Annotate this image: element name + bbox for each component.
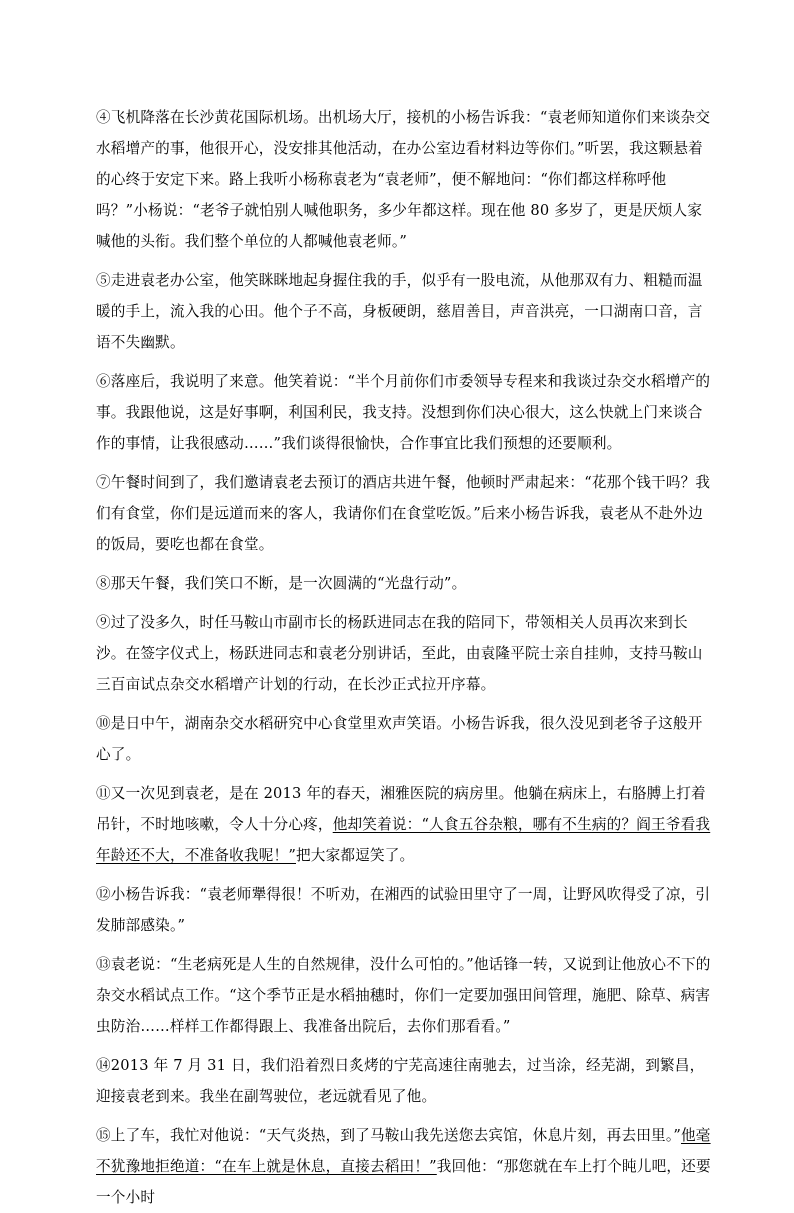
paragraph-13 [96,949,712,1042]
paragraph-text: ⑫小杨告诉我：“袁老师犟得很！不听劝，在湘西的试验田里守了一周，让野风吹得受了凉，引发肺部感染。” [96,886,711,934]
paragraph-4 [96,102,712,257]
paragraph-text: ⑧那天午餐，我们笑口不断，是一次圆满的“光盘行动”。 [96,575,467,592]
paragraph-11 [96,778,712,871]
paragraph-15 [96,1120,712,1213]
paragraph-text: ⑨过了没多久，时任马鞍山市副市长的杨跃进同志在我的陪同下，带领相关人员再次来到长沙。在签字仪式上，杨跃进同志和袁老分别讲话，至此，由袁隆平院士亲自挂帅，支持马鞍山三百亩试点杂交水稻增产计划的行动，在长沙正式拉开序幕。 [96,614,703,693]
paragraph-8 [96,568,712,599]
paragraph-text: ⑥落座后，我说明了来意。他笑着说：“半个月前你们市委领导专程来和我谈过杂交水稻增产的事。我跟他说，这是好事啊，利国利民，我支持。没想到你们决心很大，这么快就上门来谈合作的事情，让我很感动……”我们谈得很愉快，合作事宜比我们预想的还要顺利。 [96,373,711,452]
paragraph-14 [96,1050,712,1112]
underlined-sentence: 他毫不犹豫地拒绝道：“在车上就是休息，直接去稻田！” [96,1127,711,1175]
paragraph-text: ⑩是日中午，湖南杂交水稻研究中心食堂里欢声笑语。小杨告诉我，很久没见到老爷子这般开心了。 [96,715,703,763]
paragraph-text: ⑭2013 年 7 月 31 日，我们沿着烈日炙烤的宁芜高速往南驰去，过当涂，经芜湖，到繁昌，迎接袁老到来。我坐在副驾驶位，老远就看见了他。 [96,1057,705,1105]
paragraph-text: ⑮上了车，我忙对他说：“天气炎热，到了马鞍山我先送您去宾馆，休息片刻，再去田里。” [96,1127,681,1144]
paragraph-text: ⑬袁老说：“生老病死是人生的自然规律，没什么可怕的。”他话锋一转，又说到让他放心不下的杂交水稻试点工作。“这个季节正是水稻抽穗时，你们一定要加强田间管理，施肥、除草、病害虫防治……样样工作都得跟上、我准备出院后，去你们那看看。” [96,956,711,1035]
paragraph-text: ④飞机降落在长沙黄花国际机场。出机场大厅，接机的小杨告诉我：“袁老师知道你们来谈杂交水稻增产的事，他很开心，没安排其他活动，在办公室边看材料边等你们。”听罢，我这颗悬着的心终于安定下来。路上我听小杨称袁老为“袁老师”，便不解地问：“你们都这样称呼他吗？”小杨说：“老爷子就怕别人喊他职务，多少年都这样。现在他 80 多岁了，更是厌烦人家喊他的头衔。我们整个单位的人都喊他袁老师。” [96,109,711,250]
paragraph-5 [96,265,712,358]
paragraph-text: ⑪又一次见到袁老，是在 2013 年的春天，湘雅医院的病房里。他躺在病床上，右胳膊上打着吊针，不时地咳嗽，令人十分心疼， [96,785,706,833]
paragraph-text: 我回他：“那您就在车上打个盹儿吧，还要一个小时 [96,1158,711,1206]
paragraph-10 [96,708,712,770]
paragraph-text: 把大家都逗笑了。 [295,847,415,864]
paragraph-text: ⑤走进袁老办公室，他笑眯眯地起身握住我的手，似乎有一股电流，从他那双有力、粗糙而温暖的手上，流入我的心田。他个子不高，身板硬朗，慈眉善目，声音洪亮，一口湖南口音，言语不失幽默。 [96,272,703,351]
paragraph-9 [96,607,712,700]
paragraph-7 [96,467,712,560]
underlined-sentence: 他却笑着说：“人食五谷杂粮，哪有不生病的？阎王爷看我年龄还不大，不准备收我呢！” [96,816,711,864]
paragraph-12 [96,879,712,941]
paragraph-text: ⑦午餐时间到了，我们邀请袁老去预订的酒店共进午餐，他顿时严肃起来：“花那个钱干吗？我们有食堂，你们是远道而来的客人，我请你们在食堂吃饭。”后来小杨告诉我，袁老从不赴外边的饭局，要吃也都在食堂。 [96,474,711,553]
paragraph-6 [96,366,712,459]
